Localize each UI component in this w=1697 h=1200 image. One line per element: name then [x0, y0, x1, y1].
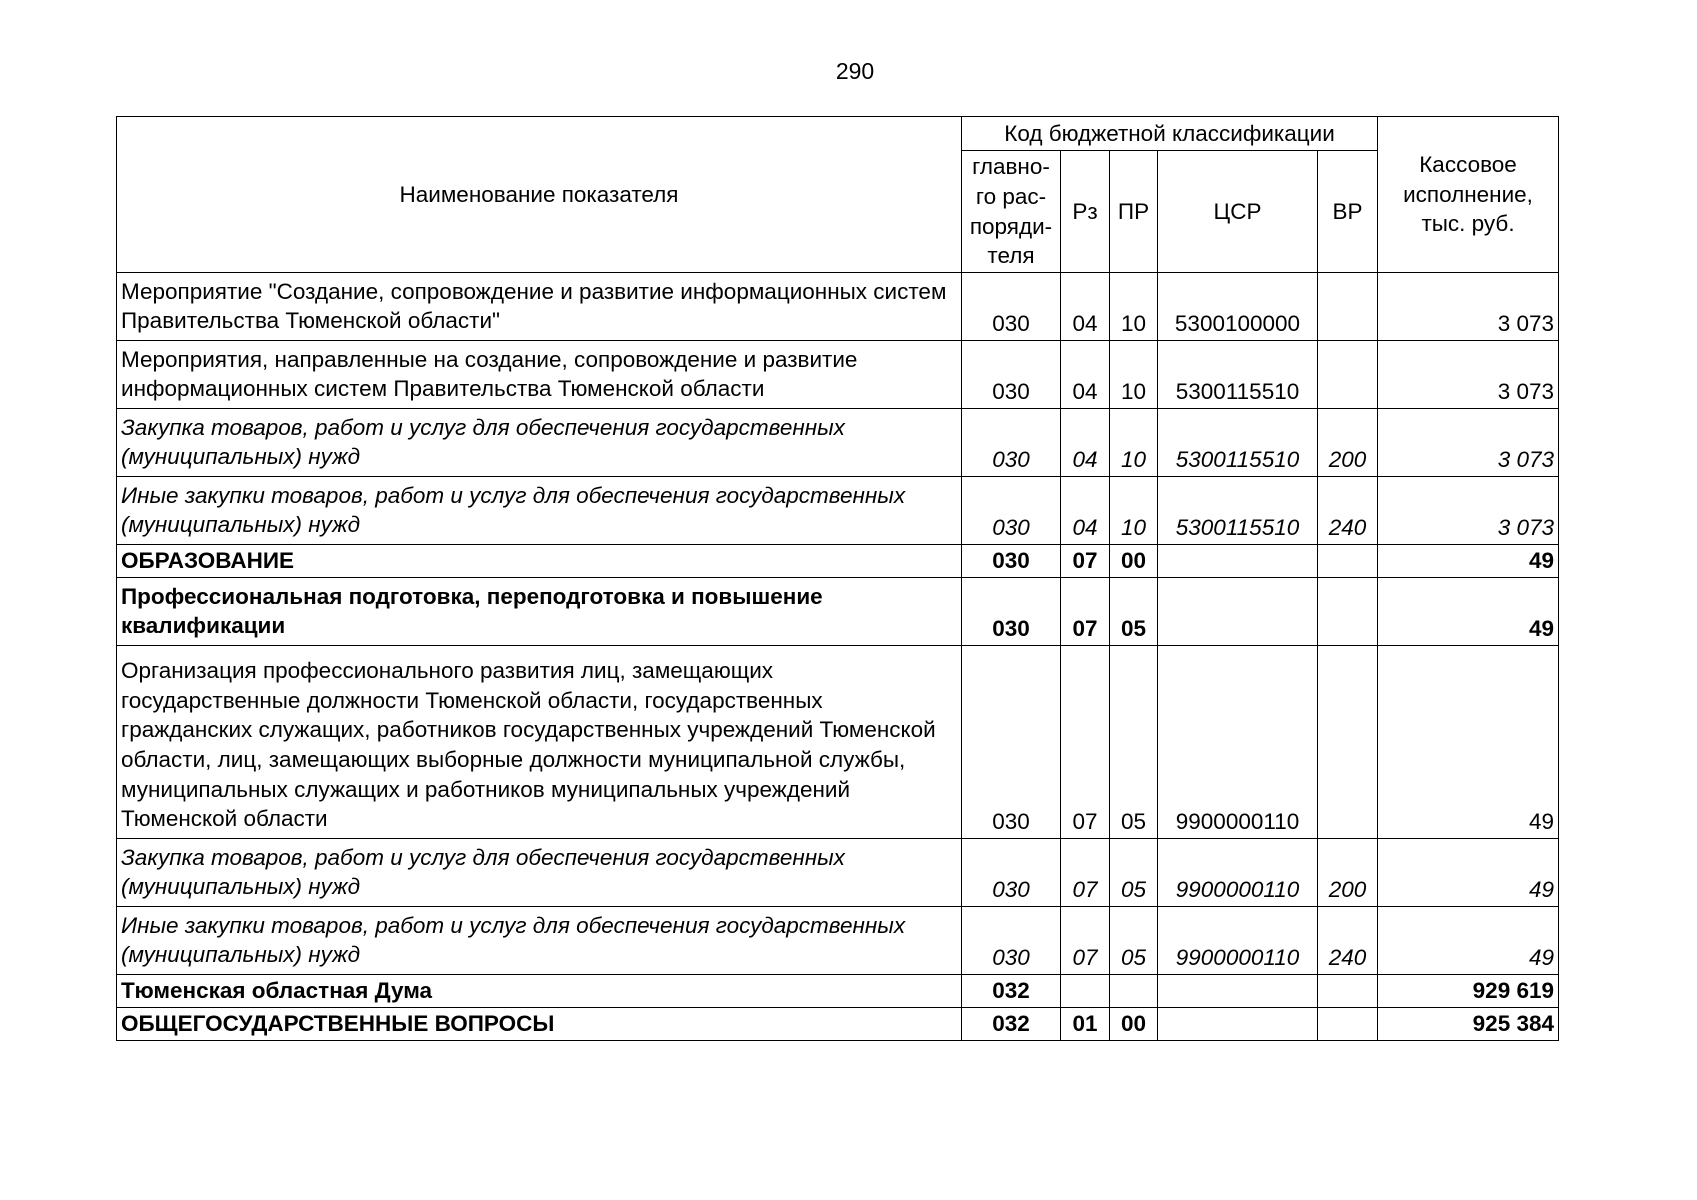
row-vr: [1318, 1008, 1378, 1041]
row-vr: [1318, 975, 1378, 1008]
row-gr: 030: [962, 646, 1061, 839]
row-amount: 3 073: [1378, 341, 1559, 409]
row-vr: [1318, 646, 1378, 839]
row-amount: 49: [1378, 839, 1559, 907]
row-name: Тюменская областная Дума: [117, 975, 962, 1008]
row-pr: [1110, 975, 1158, 1008]
row-rz: 07: [1061, 646, 1110, 839]
row-gr: 030: [962, 477, 1061, 545]
row-gr: 032: [962, 1008, 1061, 1041]
table-row: [117, 341, 1559, 409]
row-vr: [1318, 341, 1378, 409]
table-row: [117, 273, 1559, 341]
row-rz: 04: [1061, 477, 1110, 545]
row-rz: 01: [1061, 1008, 1110, 1041]
table-row: [117, 578, 1559, 646]
table-row: [117, 409, 1559, 477]
row-name: Иные закупки товаров, работ и услуг для обеспечения государственных (муниципальных) нужд: [117, 907, 962, 975]
row-name: ОБЩЕГОСУДАРСТВЕННЫЕ ВОПРОСЫ: [117, 1008, 962, 1041]
row-csr: [1158, 975, 1318, 1008]
row-rz: 07: [1061, 839, 1110, 907]
row-name: Закупка товаров, работ и услуг для обеспечения государственных (муниципальных) нужд: [117, 409, 962, 477]
table-row: [117, 477, 1559, 545]
row-rz: [1061, 975, 1110, 1008]
table-row: [117, 1008, 1559, 1041]
row-csr: [1158, 545, 1318, 578]
table-header: [117, 117, 1559, 273]
row-csr: [1158, 1008, 1318, 1041]
row-pr: 00: [1110, 1008, 1158, 1041]
row-amount: 925 384: [1378, 1008, 1559, 1041]
row-pr: 10: [1110, 477, 1158, 545]
row-amount: 49: [1378, 646, 1559, 839]
row-csr: 9900000110: [1158, 839, 1318, 907]
row-name: Организация профессионального развития лиц, замещающих государственные должности Тюменской области, государственных гражданских служащих, работников государственных учреждений Тюменской области, лиц, замещающих выборные должности муниципальной службы, муниципальных служащих и работников муниципальных учреждений Тюменской области: [117, 646, 962, 839]
row-rz: 07: [1061, 907, 1110, 975]
row-gr: 030: [962, 409, 1061, 477]
row-amount: 3 073: [1378, 477, 1559, 545]
row-pr: 05: [1110, 578, 1158, 646]
row-rz: 04: [1061, 273, 1110, 341]
row-name: Закупка товаров, работ и услуг для обеспечения государственных (муниципальных) нужд: [117, 839, 962, 907]
row-csr: 5300115510: [1158, 477, 1318, 545]
row-gr: 030: [962, 578, 1061, 646]
row-rz: 07: [1061, 545, 1110, 578]
row-pr: 05: [1110, 646, 1158, 839]
row-pr: 05: [1110, 839, 1158, 907]
row-gr: 030: [962, 341, 1061, 409]
row-name: Иные закупки товаров, работ и услуг для обеспечения государственных (муниципальных) нужд: [117, 477, 962, 545]
row-csr: 5300100000: [1158, 273, 1318, 341]
row-gr: 032: [962, 975, 1061, 1008]
row-pr: 10: [1110, 341, 1158, 409]
row-csr: 9900000110: [1158, 907, 1318, 975]
row-pr: 10: [1110, 273, 1158, 341]
table-row: [117, 975, 1559, 1008]
row-vr: 200: [1318, 839, 1378, 907]
header-rz: Рз: [1061, 151, 1110, 273]
row-csr: [1158, 578, 1318, 646]
row-amount: 49: [1378, 907, 1559, 975]
row-amount: 49: [1378, 545, 1559, 578]
row-gr: 030: [962, 839, 1061, 907]
row-vr: [1318, 545, 1378, 578]
table-row: [117, 907, 1559, 975]
row-amount: 3 073: [1378, 273, 1559, 341]
row-csr: 5300115510: [1158, 409, 1318, 477]
header-vr: ВР: [1318, 151, 1378, 273]
header-pr: ПР: [1110, 151, 1158, 273]
row-amount: 3 073: [1378, 409, 1559, 477]
table-row: [117, 545, 1559, 578]
row-vr: 240: [1318, 907, 1378, 975]
row-vr: 200: [1318, 409, 1378, 477]
row-amount: 929 619: [1378, 975, 1559, 1008]
row-name: Профессиональная подготовка, переподготовка и повышение квалификации: [117, 578, 962, 646]
row-gr: 030: [962, 273, 1061, 341]
row-gr: 030: [962, 545, 1061, 578]
row-pr: 00: [1110, 545, 1158, 578]
row-csr: 9900000110: [1158, 646, 1318, 839]
table-row: [117, 646, 1559, 839]
row-vr: [1318, 578, 1378, 646]
row-rz: 04: [1061, 409, 1110, 477]
header-gr: главно- го рас- поряди- теля: [962, 151, 1061, 273]
table-body: [117, 273, 1559, 1041]
row-name: ОБРАЗОВАНИЕ: [117, 545, 962, 578]
row-rz: 07: [1061, 578, 1110, 646]
page-number: 290: [835, 58, 875, 84]
row-rz: 04: [1061, 341, 1110, 409]
row-gr: 030: [962, 907, 1061, 975]
header-name: Наименование показателя: [117, 117, 962, 273]
header-amount: Кассовое исполнение, тыс. руб.: [1378, 117, 1559, 273]
budget-table: [116, 116, 1559, 1041]
row-pr: 10: [1110, 409, 1158, 477]
row-vr: 240: [1318, 477, 1378, 545]
row-csr: 5300115510: [1158, 341, 1318, 409]
row-name: Мероприятие "Создание, сопровождение и развитие информационных систем Правительства Тюменской области": [117, 273, 962, 341]
table-row: [117, 839, 1559, 907]
row-name: Мероприятия, направленные на создание, сопровождение и развитие информационных систем Правительства Тюменской области: [117, 341, 962, 409]
header-code-group: Код бюджетной классификации: [962, 117, 1378, 151]
row-amount: 49: [1378, 578, 1559, 646]
header-csr: ЦСР: [1158, 151, 1318, 273]
row-pr: 05: [1110, 907, 1158, 975]
row-vr: [1318, 273, 1378, 341]
